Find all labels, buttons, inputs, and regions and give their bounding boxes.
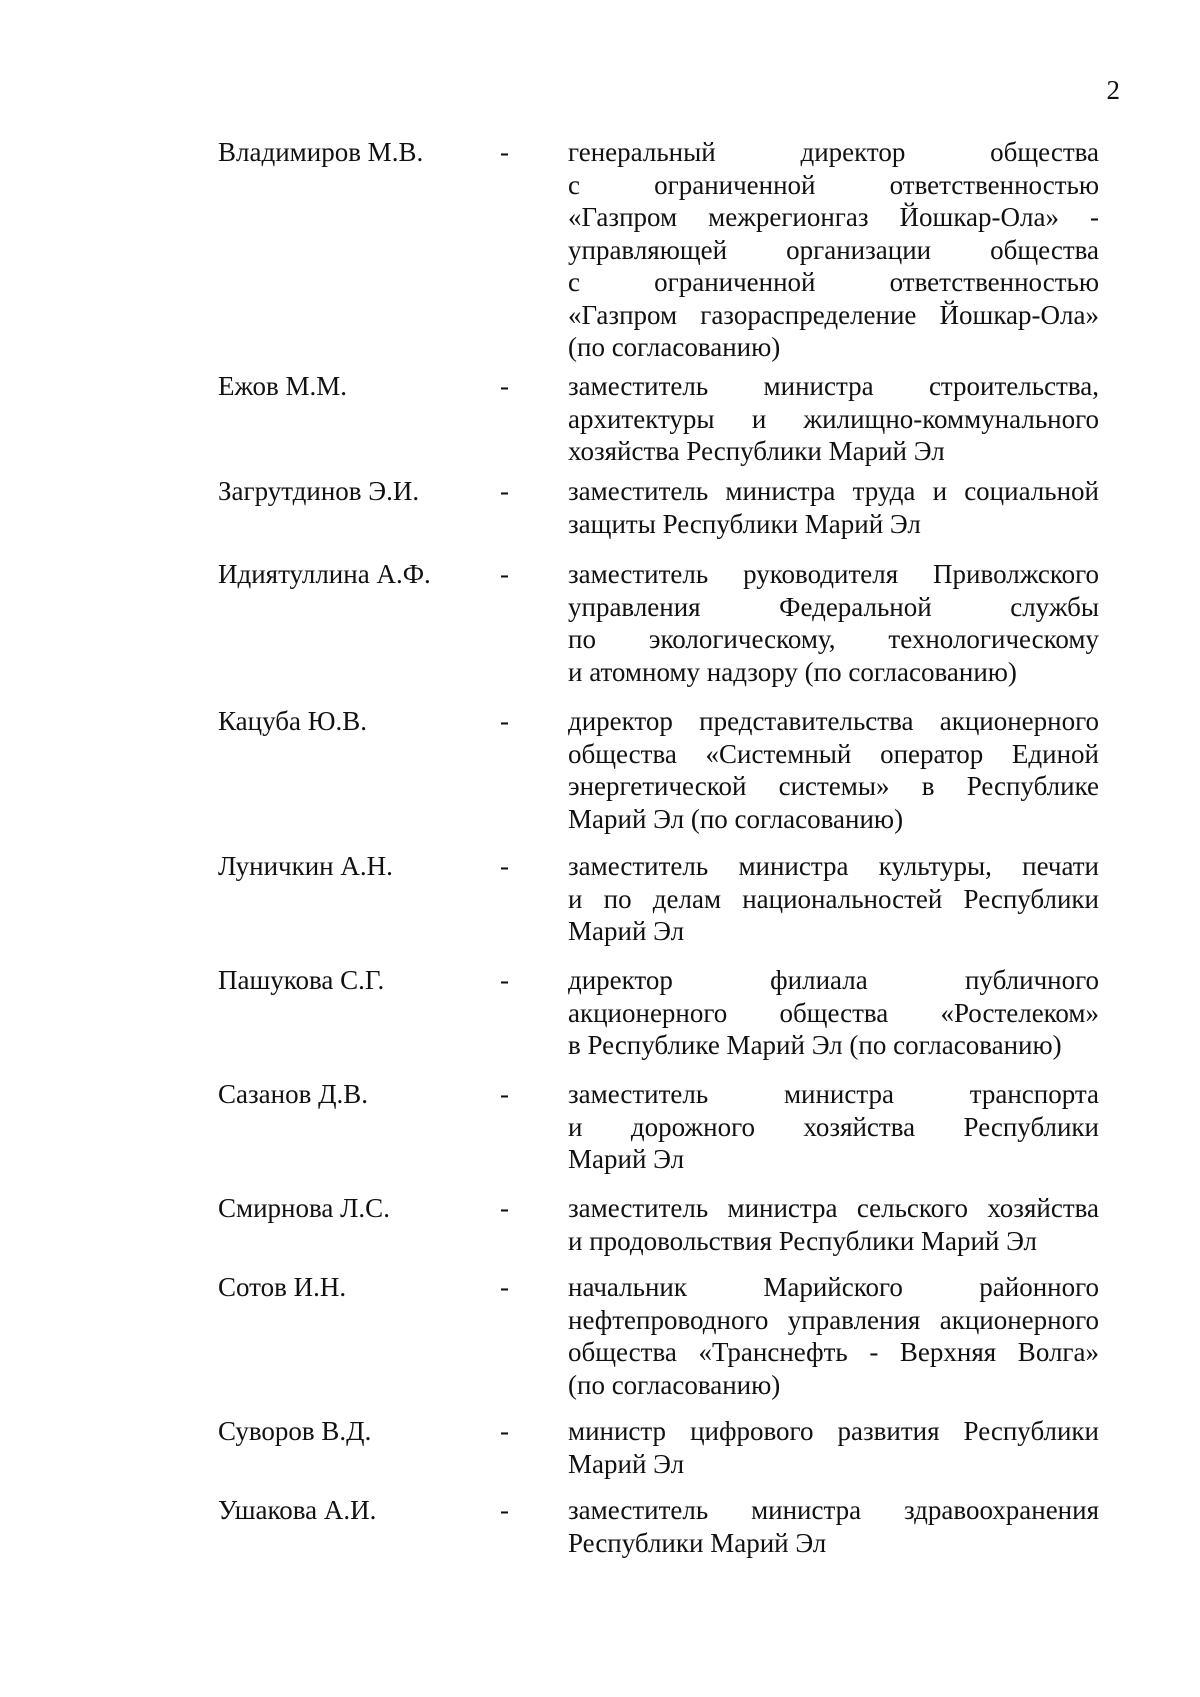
position-line: хозяйства Республики Марий Эл	[568, 436, 945, 466]
member-position	[568, 136, 1099, 364]
member-position	[568, 1494, 1099, 1559]
position-line: заместитель руководителя Приволжского	[568, 559, 1099, 589]
member-name: Кацуба Ю.В.	[218, 706, 367, 736]
position-line: заместитель министра транспорта	[568, 1079, 1099, 1109]
position-line: заместитель министра строительства,	[568, 371, 1099, 401]
position-line: нефтепроводного управления акционерного	[568, 1304, 1099, 1335]
position-line: директор представительства акционерного	[568, 706, 1099, 736]
member-name: Владимиров М.В.	[218, 137, 424, 167]
position-line: «Газпром межрегионгаз Йошкар-Ола» -	[568, 202, 1099, 232]
member-name: Сазанов Д.В.	[218, 1079, 369, 1109]
member-position	[568, 1271, 1099, 1401]
position-line: управления Федеральной службы	[568, 591, 1099, 622]
member-name: Ушакова А.И.	[218, 1495, 377, 1525]
position-line: министр цифрового развития Республики	[568, 1416, 1099, 1446]
member-position	[568, 705, 1099, 835]
separator-dash: -	[500, 1079, 509, 1109]
position-line: (по согласованию)	[568, 1369, 781, 1400]
position-line: по экологическому, технологическому	[568, 624, 1099, 654]
position-line: заместитель министра культуры, печати	[568, 851, 1099, 881]
separator-dash: -	[500, 476, 509, 506]
position-line: и продовольствия Республики Марий Эл	[568, 1225, 1038, 1256]
position-line: архитектуры и жилищно-коммунального	[568, 403, 1099, 434]
separator-dash: -	[500, 1416, 509, 1446]
position-line: начальник Марийского районного	[568, 1272, 1099, 1302]
position-line: директор филиала публичного	[568, 965, 1099, 995]
position-line: в Республике Марий Эл (по согласованию)	[568, 1030, 1062, 1060]
member-name: Луничкин А.Н.	[218, 851, 393, 881]
position-line: заместитель министра здравоохранения	[568, 1495, 1099, 1525]
position-line: заместитель министра труда и социальной	[568, 476, 1099, 506]
position-line: заместитель министра сельского хозяйства	[568, 1193, 1099, 1223]
member-name: Пашукова С.Г.	[218, 965, 385, 995]
position-line: Марий Эл	[568, 916, 685, 946]
page-number: 2	[1106, 75, 1120, 105]
position-line: (по согласованию)	[568, 332, 781, 362]
member-position	[568, 558, 1099, 688]
separator-dash: -	[500, 706, 509, 736]
member-name: Суворов В.Д.	[218, 1416, 372, 1446]
position-line: Марий Эл	[568, 1144, 685, 1174]
member-position	[568, 475, 1099, 540]
position-line: с ограниченной ответственностью	[568, 267, 1099, 297]
position-line: и дорожного хозяйства Республики	[568, 1111, 1099, 1142]
position-line: общества «Системный оператор Единой	[568, 738, 1099, 769]
separator-dash: -	[500, 1193, 509, 1223]
position-line: Республики Марий Эл	[568, 1527, 827, 1558]
position-line: защиты Республики Марий Эл	[568, 508, 921, 539]
position-line: и атомному надзору (по согласованию)	[568, 656, 1017, 687]
position-line: «Газпром газораспределение Йошкар-Ола»	[568, 299, 1099, 330]
position-line: генеральный директор общества	[568, 137, 1099, 167]
separator-dash: -	[500, 137, 509, 167]
separator-dash: -	[500, 965, 509, 995]
position-line: управляющей организации общества	[568, 234, 1099, 265]
member-position	[568, 850, 1099, 948]
member-position	[568, 964, 1099, 1062]
position-line: акционерного общества «Ростелеком»	[568, 997, 1099, 1028]
position-line: Марий Эл	[568, 1448, 685, 1479]
separator-dash: -	[500, 851, 509, 881]
position-line: с ограниченной ответственностью	[568, 169, 1099, 200]
position-line: и по делам национальностей Республики	[568, 883, 1099, 914]
member-name: Сотов И.Н.	[218, 1272, 347, 1302]
member-position	[568, 1078, 1099, 1176]
member-name: Загрутдинов Э.И.	[218, 476, 420, 506]
position-line: общества «Транснефть - Верхняя Волга»	[568, 1337, 1099, 1367]
member-position	[568, 370, 1099, 468]
member-name: Смирнова Л.С.	[218, 1193, 390, 1223]
member-name: Ежов М.М.	[218, 371, 347, 401]
member-position	[568, 1415, 1099, 1480]
position-line: Марий Эл (по согласованию)	[568, 803, 904, 834]
member-position	[568, 1192, 1099, 1257]
separator-dash: -	[500, 1495, 509, 1525]
separator-dash: -	[500, 371, 509, 401]
member-name: Идиятуллина А.Ф.	[218, 559, 431, 589]
position-line: энергетической системы» в Республике	[568, 771, 1099, 801]
separator-dash: -	[500, 559, 509, 589]
separator-dash: -	[500, 1272, 509, 1302]
